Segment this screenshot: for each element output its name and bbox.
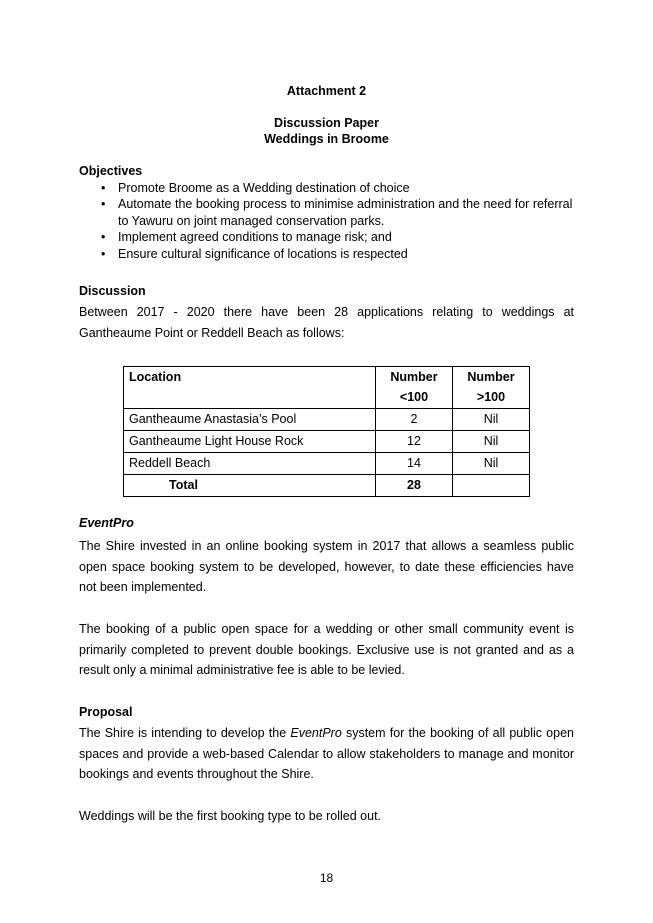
bullet-icon: •: [101, 230, 106, 245]
attachment-label: Attachment 2: [286, 84, 367, 98]
cell-location: Reddell Beach: [124, 453, 376, 475]
list-item: [79, 246, 574, 262]
proposal-paragraph-1: [79, 723, 574, 785]
proposal-paragraph-2: Weddings will be the first booking type to be rolled out.: [79, 809, 382, 823]
page-title: Discussion Paper: [274, 116, 379, 130]
column-header-under-100: [376, 367, 453, 409]
bullet-icon: •: [101, 246, 106, 261]
list-item: [79, 180, 574, 196]
list-item: [79, 196, 574, 229]
proposal-text: system for the booking of all public open spaces and provide a web-based Calendar to allow stakeholders to manage and monitor bookings and events throughout the Shire.: [79, 726, 574, 781]
table-row: [124, 453, 530, 475]
header-label: Location: [129, 370, 182, 384]
header-label: Number: [390, 370, 438, 384]
cell-total-over-100: [452, 475, 529, 497]
cell-total-label: Total: [124, 475, 376, 497]
objectives-heading: Objectives: [79, 164, 143, 178]
cell-under-100: 14: [376, 453, 453, 475]
cell-location: Gantheaume Anastasia’s Pool: [124, 409, 376, 431]
proposal-text: The Shire is intending to develop the: [79, 726, 291, 740]
header-label: Number: [467, 370, 515, 384]
column-header-location: [124, 367, 376, 409]
cell-under-100: 12: [376, 431, 453, 453]
list-item-text: Automate the booking process to minimise administration and the need for referral to Yawuru on joint managed conservation parks.: [118, 197, 573, 228]
eventpro-emphasis: EventPro: [290, 726, 342, 740]
eventpro-heading: EventPro: [79, 516, 134, 530]
cell-over-100: Nil: [452, 409, 529, 431]
cell-under-100: 2: [376, 409, 453, 431]
column-header-over-100: [452, 367, 529, 409]
table-row: [124, 431, 530, 453]
cell-total-under-100: 28: [376, 475, 453, 497]
list-item-text: Promote Broome as a Wedding destination of choice: [118, 181, 410, 195]
page-subtitle: Weddings in Broome: [264, 132, 389, 146]
eventpro-paragraph-1: The Shire invested in an online booking system in 2017 that allows a seamless public open space booking system to be developed, however, to date these efficiencies have not been implemented.: [79, 539, 574, 594]
list-item-text: Implement agreed conditions to manage risk; and: [118, 230, 392, 245]
table-total-row: [124, 475, 530, 497]
applications-table: [123, 366, 530, 497]
table-header-row: [124, 367, 530, 409]
bullet-icon: •: [101, 181, 106, 195]
discussion-text: Between 2017 - 2020 there have been 28 applications relating to weddings at Gantheaume Point or Reddell Beach as follows:: [79, 305, 574, 340]
cell-over-100: Nil: [452, 431, 529, 453]
table-row: [124, 409, 530, 431]
bullet-icon: •: [101, 197, 106, 212]
proposal-heading: Proposal: [79, 705, 133, 719]
cell-location: Gantheaume Light House Rock: [124, 431, 376, 453]
page-number: 18: [319, 871, 334, 885]
eventpro-paragraph-2: The booking of a public open space for a wedding or other small community event is primarily completed to prevent double bookings. Exclusive use is not granted and as a result only a minimal administrative fee is able to be levied.: [79, 622, 574, 677]
discussion-heading: Discussion: [79, 284, 146, 298]
list-item-text: Ensure cultural significance of locations is respected: [118, 246, 408, 261]
cell-over-100: Nil: [452, 453, 529, 475]
header-sublabel: >100: [476, 390, 506, 404]
header-sublabel: <100: [399, 390, 429, 404]
objectives-list: [79, 180, 574, 262]
list-item: [79, 229, 574, 245]
